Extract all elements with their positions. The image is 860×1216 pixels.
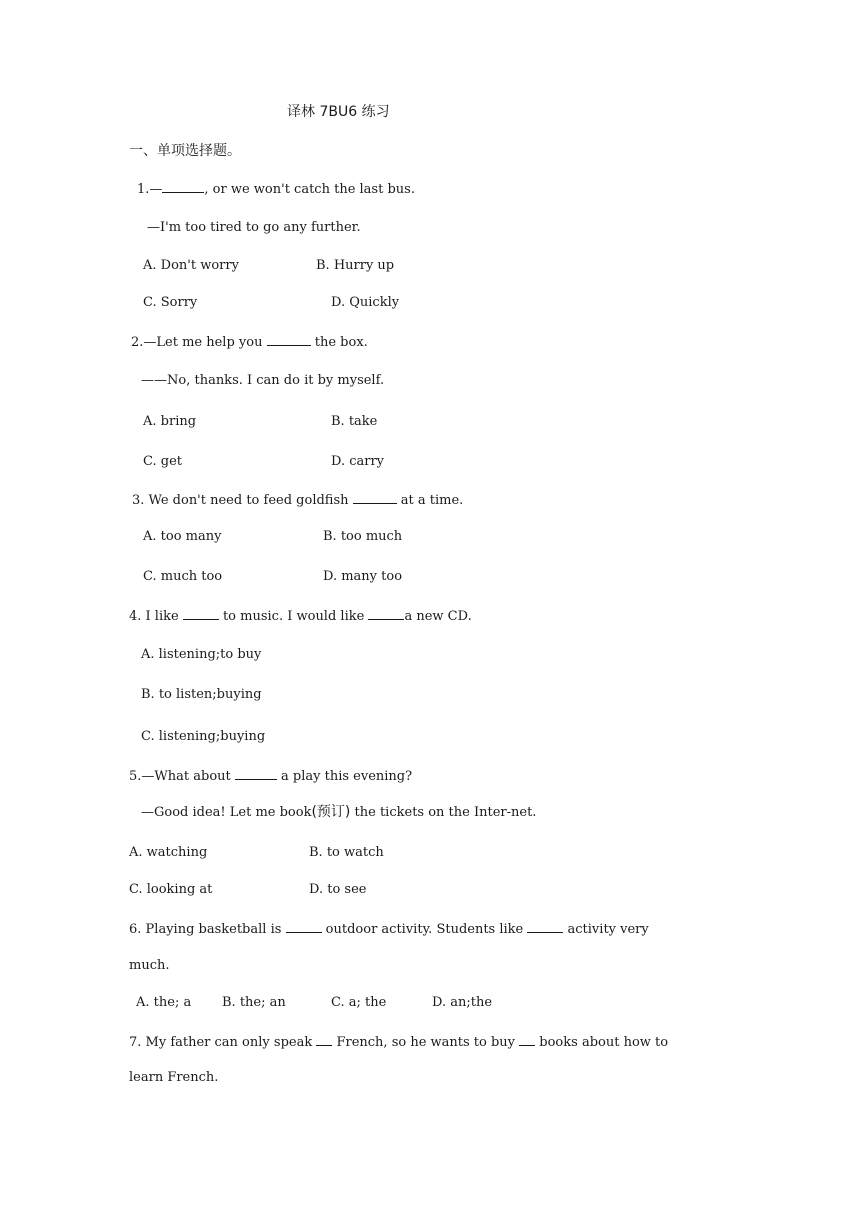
answer-blank — [267, 333, 311, 346]
question-3-option-b: B. too much — [323, 529, 403, 544]
question-5-option-b: B. to watch — [309, 845, 384, 860]
question-5-option-a: A. watching — [129, 845, 208, 860]
question-3-option-c: C. much too — [143, 569, 223, 584]
question-4-stem: 4. I like to music. I would like a new CD. — [129, 609, 472, 624]
question-2-option-a: A. bring — [143, 414, 197, 429]
question-5-option-c: C. looking at — [129, 882, 213, 897]
question-2-option-d: D. carry — [331, 454, 385, 469]
question-6-option-c: C. a; the — [331, 995, 387, 1010]
question-4-option-a: A. listening;to buy — [141, 647, 262, 662]
question-2-option-c: C. get — [143, 454, 182, 469]
question-1-option-d: D. Quickly — [331, 295, 400, 310]
question-2-response: ——No, thanks. I can do it by myself. — [141, 373, 385, 388]
question-3-stem: 3. We don't need to feed goldfish at a time. — [132, 493, 464, 508]
question-6-stem: 6. Playing basketball is outdoor activity. Students like activity very — [129, 922, 649, 937]
question-2-option-b: B. take — [331, 414, 378, 429]
question-1-option-c: C. Sorry — [143, 295, 198, 310]
answer-blank — [183, 607, 219, 620]
question-number: 1. — [137, 182, 150, 197]
question-4-option-b: B. to listen;buying — [141, 687, 262, 702]
answer-blank — [519, 1033, 535, 1046]
question-1-response: —I'm too tired to go any further. — [147, 220, 361, 235]
question-number: 5. — [129, 769, 142, 784]
question-1-option-b: B. Hurry up — [316, 258, 395, 273]
question-number: 3. — [132, 493, 145, 508]
answer-blank — [316, 1033, 332, 1046]
answer-blank — [527, 920, 563, 933]
answer-blank — [235, 767, 277, 780]
question-6-option-a: A. the; a — [136, 995, 192, 1010]
answer-blank — [368, 607, 404, 620]
answer-blank — [353, 491, 397, 504]
section-heading: 一、单项选择题。 — [129, 143, 241, 159]
answer-blank — [162, 180, 204, 193]
question-number: 6. — [129, 922, 142, 937]
question-1-option-a: A. Don't worry — [143, 258, 239, 273]
question-6-continuation: much. — [129, 958, 170, 973]
question-5-stem: 5.—What about a play this evening? — [129, 769, 413, 784]
page-title: 译林 7BU6 练习 — [287, 104, 390, 120]
question-5-option-d: D. to see — [309, 882, 367, 897]
question-number: 2. — [131, 335, 144, 350]
question-4-option-c: C. listening;buying — [141, 729, 266, 744]
question-7-continuation: learn French. — [129, 1070, 219, 1085]
question-6-option-d: D. an;the — [432, 995, 493, 1010]
question-number: 7. — [129, 1035, 142, 1050]
question-3-option-a: A. too many — [143, 529, 222, 544]
question-7-stem: 7. My father can only speak French, so he wants to buy books about how to — [129, 1035, 669, 1050]
question-3-option-d: D. many too — [323, 569, 403, 584]
question-6-option-b: B. the; an — [222, 995, 286, 1010]
question-1-stem: 1.— , or we won't catch the last bus. — [137, 182, 415, 197]
answer-blank — [286, 920, 322, 933]
question-5-response: —Good idea! Let me book(预订) the tickets on the Inter-net. — [141, 804, 537, 820]
question-number: 4. — [129, 609, 142, 624]
question-2-stem: 2.—Let me help you the box. — [131, 335, 368, 350]
